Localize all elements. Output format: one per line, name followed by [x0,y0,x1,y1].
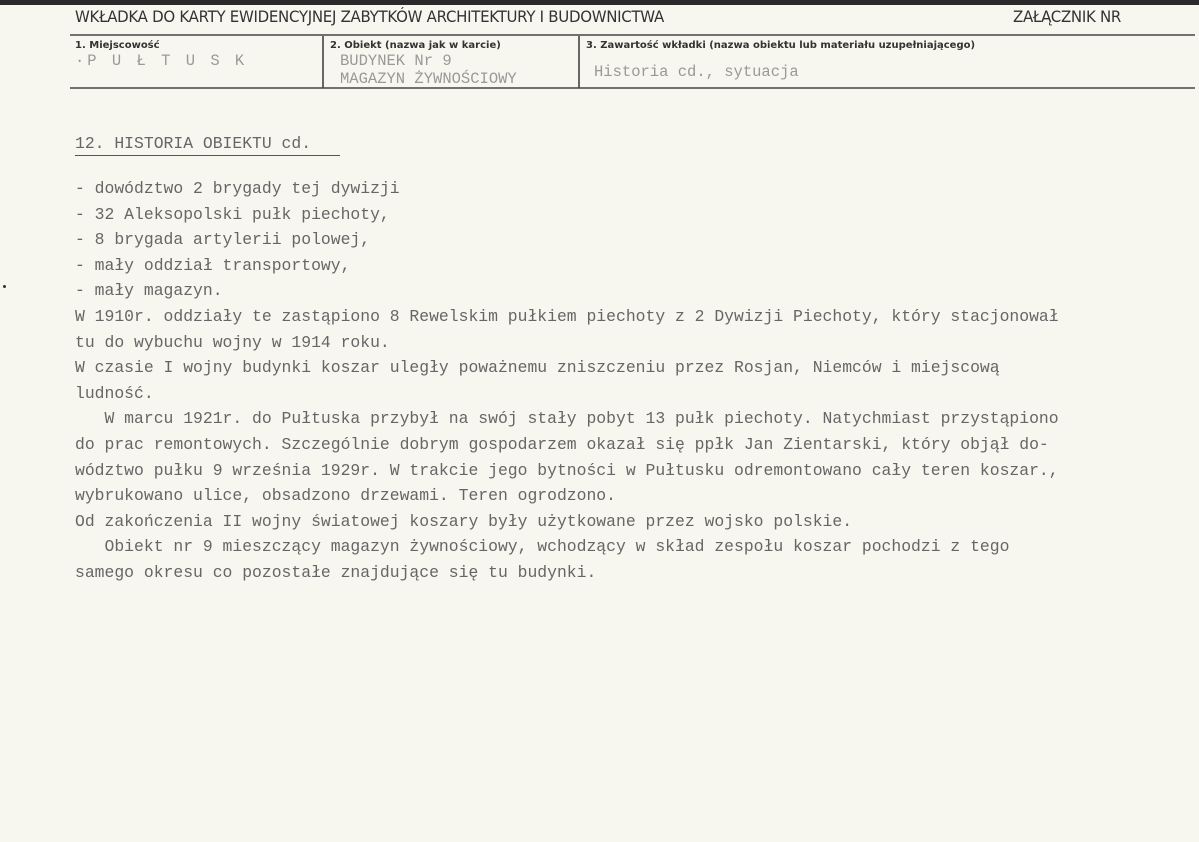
scan-top-edge [0,0,1199,5]
contents-label: 3. Zawartość wkładki (nazwa obiektu lub materiału uzupełniającego) [586,40,976,51]
text-line: - mały oddział transportowy, [75,255,351,275]
field-divider [578,36,580,88]
text-line: - mały magazyn. [75,281,223,301]
section-title-underline [75,155,340,156]
field-divider [322,36,324,88]
text-line: Obiekt nr 9 mieszczący magazyn żywnościowy, wchodzący w skład zespołu koszar pochodzi z tego [75,537,1010,557]
section-title: 12. HISTORIA OBIEKTU cd. [75,134,312,153]
object-value-line1: BUDYNEK Nr 9 [340,52,452,70]
header-rule-bottom [70,87,1195,89]
annex-label: ZAŁĄCZNIK NR [1013,7,1122,27]
object-value-line2: MAGAZYN ŻYWNOŚCIOWY [340,70,517,88]
section-body [75,176,1059,586]
text-line: ludność. [75,383,154,403]
text-line: W 1910r. oddziały te zastąpiono 8 Rewelskim pułkiem piechoty z 2 Dywizji Piechoty, który stacjonował [75,306,1059,326]
text-line: W marcu 1921r. do Pułtuska przybył na swój stały pobyt 13 pułk piechoty. Natychmiast przystąpiono [75,409,1059,429]
text-line: - dowództwo 2 brygady tej dywizji [75,179,400,198]
form-title: WKŁADKA DO KARTY EWIDENCYJNEJ ZABYTKÓW ARCHITEKTURY I BUDOWNICTWA [75,7,664,27]
header-rule-top [70,34,1195,36]
text-line: wództwo pułku 9 września 1929r. W trakcie jego bytności w Pułtusku odremontowano cały teren koszar., [75,460,1059,480]
object-label: 2. Obiekt (nazwa jak w karcie) [330,40,501,51]
text-line: wybrukowano ulice, obsadzono drzewami. Teren ogrodzono. [75,486,616,506]
locality-value: ·P U Ł T U S K [75,52,248,70]
scan-speck [3,285,6,288]
text-line: Od zakończenia II wojny światowej koszary były użytkowane przez wojsko polskie. [75,511,853,531]
text-line: - 32 Aleksopolski pułk piechoty, [75,204,390,224]
text-line: do prac remontowych. Szczególnie dobrym gospodarzem okazał się ppłk Jan Zientarski, który objął do- [75,434,1049,454]
text-line: W czasie I wojny budynki koszar uległy poważnemu zniszczeniu przez Rosjan, Niemców i miejscową [75,358,1000,378]
locality-label: 1. Miejscowość [75,40,160,51]
text-line: - 8 brygada artylerii polowej, [75,230,371,250]
text-line: tu do wybuchu wojny w 1914 roku. [75,332,390,352]
text-line: samego okresu co pozostałe znajdujące się tu budynki. [75,562,597,582]
contents-value: Historia cd., sytuacja [594,63,799,81]
